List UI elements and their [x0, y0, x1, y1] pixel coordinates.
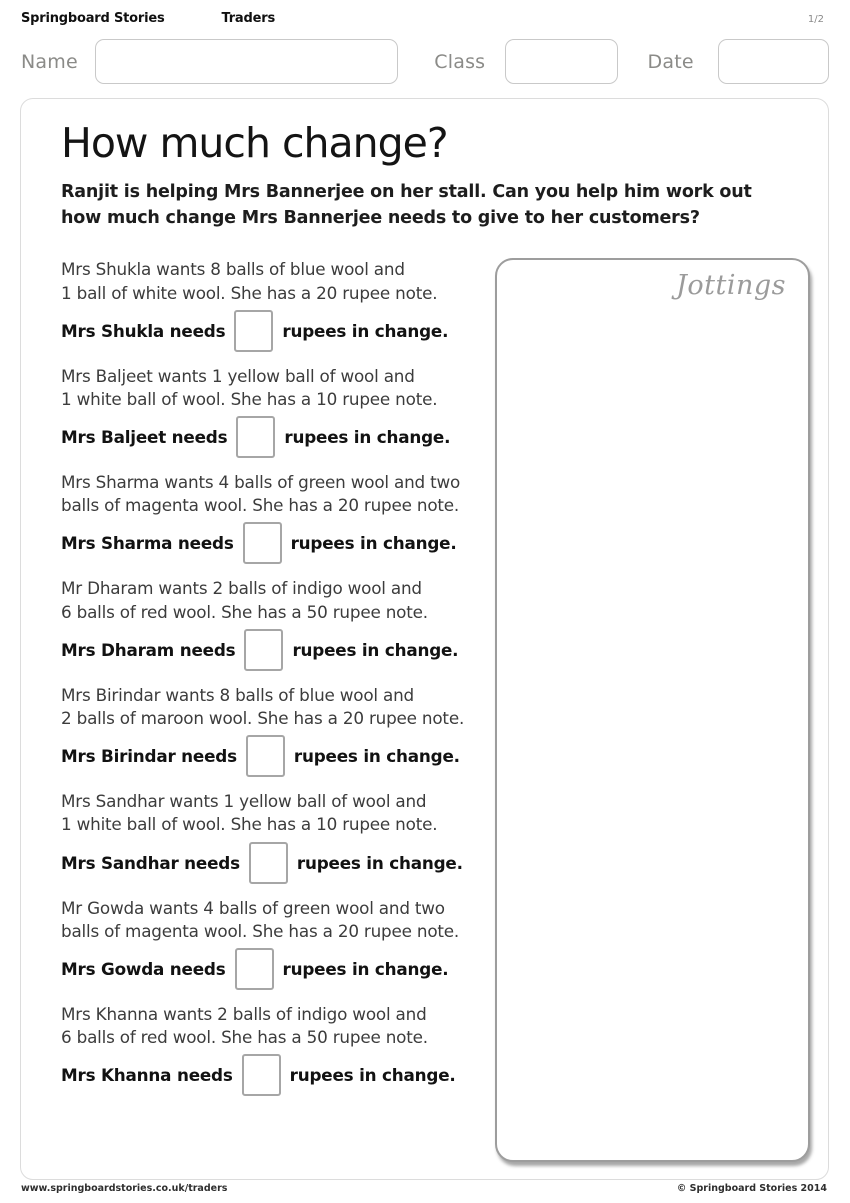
- question-block: [61, 577, 469, 670]
- worksheet-card: [20, 98, 829, 1180]
- footer-url: www.springboardstories.co.uk/traders: [21, 1183, 228, 1194]
- question-block: [61, 1003, 469, 1096]
- question-line-1: Mrs Sharma wants 4 balls of green wool and two: [61, 472, 461, 493]
- answer-suffix: rupees in change.: [292, 639, 459, 660]
- answer-suffix: rupees in change.: [296, 852, 463, 873]
- answer-suffix: rupees in change.: [284, 427, 451, 448]
- answer-box[interactable]: [234, 310, 273, 352]
- name-input[interactable]: [95, 39, 398, 84]
- page-number: 1/2: [807, 14, 824, 25]
- question-block: [61, 684, 469, 777]
- date-input[interactable]: [718, 39, 829, 84]
- answer-suffix: rupees in change.: [293, 746, 460, 767]
- answer-suffix: rupees in change.: [282, 958, 449, 979]
- doc-title: Traders: [221, 11, 275, 26]
- jottings-panel[interactable]: [495, 258, 810, 1162]
- answer-row: [61, 842, 469, 884]
- question-line-2: 2 balls of maroon wool. She has a 20 rupee note.: [61, 707, 465, 728]
- question-line-2: 1 ball of white wool. She has a 20 rupee note.: [61, 282, 438, 303]
- question-line-2: 1 white ball of wool. She has a 10 rupee note.: [61, 388, 438, 409]
- answer-prefix: Mrs Khanna needs: [61, 1065, 233, 1086]
- answer-suffix: rupees in change.: [282, 320, 449, 341]
- answer-box[interactable]: [236, 416, 275, 458]
- question-line-1: Mrs Khanna wants 2 balls of indigo wool and: [61, 1003, 427, 1024]
- question-line-1: Mrs Sandhar wants 1 yellow ball of wool and: [61, 791, 427, 812]
- footer: [21, 1183, 827, 1194]
- class-label: Class: [434, 50, 486, 73]
- answer-prefix: Mrs Baljeet needs: [61, 427, 228, 448]
- footer-copyright: © Springboard Stories 2014: [676, 1183, 827, 1194]
- jottings-label: Jottings: [676, 270, 786, 302]
- answer-prefix: Mrs Gowda needs: [61, 958, 226, 979]
- answer-row: [61, 416, 469, 458]
- answer-prefix: Mrs Sharma needs: [61, 533, 234, 554]
- answer-row: [61, 735, 469, 777]
- question-line-1: Mr Dharam wants 2 balls of indigo wool and: [61, 578, 422, 599]
- answer-box[interactable]: [235, 948, 274, 990]
- answer-row: [61, 310, 469, 352]
- question-line-1: Mr Gowda wants 4 balls of green wool and two: [61, 897, 445, 918]
- answer-row: [61, 1054, 469, 1096]
- name-label: Name: [21, 50, 78, 73]
- question-line-2: 6 balls of red wool. She has a 50 rupee note.: [61, 1027, 428, 1048]
- question-line-1: Mrs Birindar wants 8 balls of blue wool and: [61, 684, 414, 705]
- answer-prefix: Mrs Sandhar needs: [61, 852, 240, 873]
- questions-column: [61, 258, 469, 1162]
- question-block: [61, 790, 469, 883]
- question-block: [61, 258, 469, 351]
- student-fields-row: [0, 26, 850, 84]
- answer-box[interactable]: [242, 1054, 281, 1096]
- brand-text: Springboard Stories: [21, 11, 165, 26]
- answer-row: [61, 522, 469, 564]
- date-label: Date: [647, 50, 694, 73]
- question-line-1: Mrs Shukla wants 8 balls of blue wool and: [61, 259, 405, 280]
- answer-suffix: rupees in change.: [290, 533, 457, 554]
- intro-text: Ranjit is helping Mrs Bannerjee on her stall. Can you help him work out how much change Mrs Bannerjee needs to give to her customers?: [61, 182, 752, 228]
- worksheet-content: [61, 258, 800, 1162]
- question-line-2: balls of magenta wool. She has a 20 rupee note.: [61, 920, 460, 941]
- top-bar: [0, 0, 850, 26]
- question-block: [61, 897, 469, 990]
- answer-suffix: rupees in change.: [289, 1065, 456, 1086]
- question-line-1: Mrs Baljeet wants 1 yellow ball of wool and: [61, 365, 415, 386]
- answer-box[interactable]: [244, 629, 283, 671]
- answer-box[interactable]: [246, 735, 285, 777]
- page-title: How much change?: [61, 119, 448, 167]
- answer-row: [61, 948, 469, 990]
- question-line-2: balls of magenta wool. She has a 20 rupee note.: [61, 495, 460, 516]
- answer-prefix: Mrs Birindar needs: [61, 746, 237, 767]
- answer-box[interactable]: [249, 842, 288, 884]
- question-line-2: 6 balls of red wool. She has a 50 rupee note.: [61, 601, 428, 622]
- question-block: [61, 365, 469, 458]
- answer-row: [61, 629, 469, 671]
- class-input[interactable]: [505, 39, 617, 84]
- question-line-2: 1 white ball of wool. She has a 10 rupee note.: [61, 814, 438, 835]
- answer-prefix: Mrs Shukla needs: [61, 320, 226, 341]
- answer-box[interactable]: [243, 522, 282, 564]
- answer-prefix: Mrs Dharam needs: [61, 639, 236, 660]
- question-block: [61, 471, 469, 564]
